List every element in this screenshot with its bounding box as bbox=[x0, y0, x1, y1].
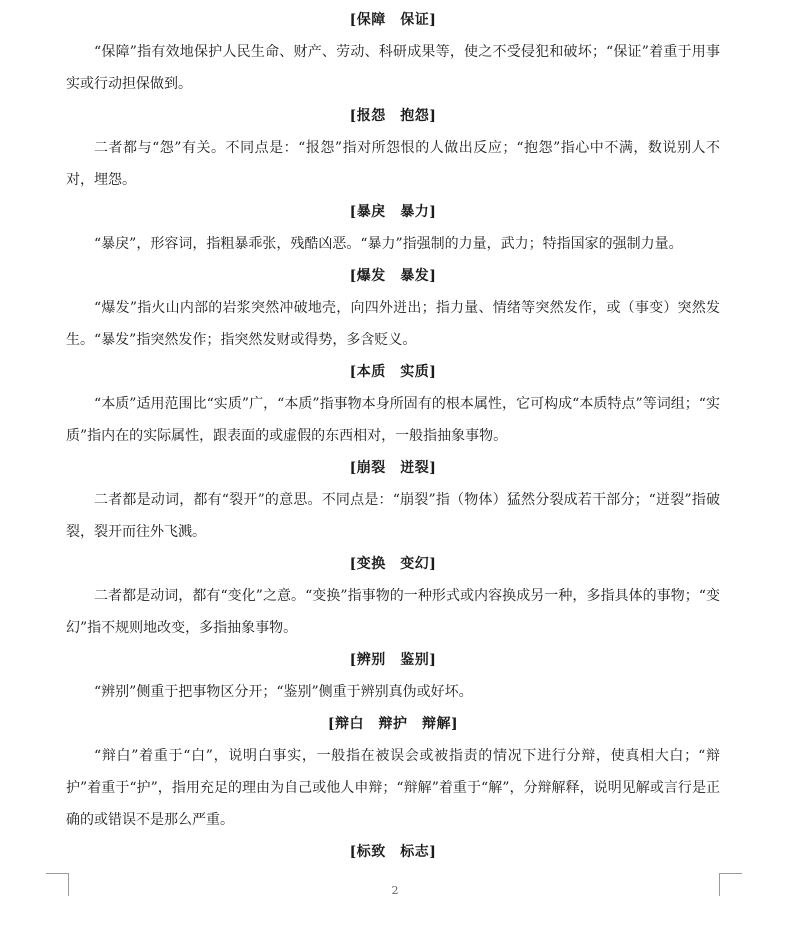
entry-body: 二者都是动词，都有“变化”之意。“变换”指事物的一种形式或内容换成另一种，多指具体的事物；“变幻”指不规则地改变，多指抽象事物。 bbox=[66, 588, 720, 636]
entry-body: “本质”适用范围比“实质”广，“本质”指事物本身所固有的根本属性，它可构成“本质特点”等词组；“实质”指内在的实际属性，跟表面的或虚假的东西相对，一般指抽象事物。 bbox=[66, 396, 720, 444]
entry-body: “爆发”指火山内部的岩浆突然冲破地壳，向四外迸出；指力量、情绪等突然发作，或（事变）突然发生。“暴发”指突然发作；指突然发财或得势，多含贬义。 bbox=[66, 300, 720, 348]
entry-title: [变换 变幻] bbox=[349, 556, 437, 572]
entry-title: [本质 实质] bbox=[349, 364, 437, 380]
entry-benzhi-shizhi bbox=[66, 356, 720, 452]
entry-body: “辨别”侧重于把事物区分开；“鉴别”侧重于辨别真伪或好坏。 bbox=[94, 684, 473, 700]
entry-title: [崩裂 迸裂] bbox=[349, 460, 437, 476]
entry-title: [辩白 辩护 辩解] bbox=[327, 716, 459, 732]
entry-bianbie-jianbie bbox=[66, 644, 720, 708]
entry-body: “辩白”着重于“白”，说明白事实，一般指在被误会或被指责的情况下进行分辩，使真相大白；“辩护”着重于“护”，指用充足的理由为自己或他人申辩；“辩解”着重于“解”，分辩解释，说明见解或言行是正确的或错误不是那么严重。 bbox=[66, 748, 720, 828]
entry-body: 二者都是动词，都有“裂开”的意思。不同点是：“崩裂”指（物体）猛然分裂成若干部分；“迸裂”指破裂，裂开而往外飞溅。 bbox=[66, 492, 720, 540]
entry-body: “保障”指有效地保护人民生命、财产、劳动、科研成果等，使之不受侵犯和破坏；“保证”着重于用事实或行动担保做到。 bbox=[66, 44, 720, 92]
entry-baozhang-baozheng bbox=[66, 4, 720, 100]
entry-biaozhi-biaozhi bbox=[66, 836, 720, 868]
entry-body: “暴戾”，形容词，指粗暴乖张，残酷凶恶。“暴力”指强制的力量，武力；特指国家的强制力量。 bbox=[94, 236, 683, 252]
entry-title: [爆发 暴发] bbox=[349, 268, 437, 284]
entry-title: [报怨 抱怨] bbox=[349, 108, 437, 124]
entry-bianhuan-bianhuan bbox=[66, 548, 720, 644]
entry-benglie-benglie bbox=[66, 452, 720, 548]
entry-title: [标致 标志] bbox=[349, 844, 437, 860]
entry-baoli-baoli bbox=[66, 196, 720, 260]
page-number: 2 bbox=[391, 884, 399, 897]
entry-bianbai-bianhu-bianjie bbox=[66, 708, 720, 836]
entry-title: [保障 保证] bbox=[349, 12, 437, 28]
entry-title: [辨别 鉴别] bbox=[349, 652, 437, 668]
entry-body: 二者都与“怨”有关。不同点是：“报怨”指对所怨恨的人做出反应；“抱怨”指心中不满，数说别人不对，埋怨。 bbox=[66, 140, 720, 188]
entry-baoyuan-baoyuan bbox=[66, 100, 720, 196]
entry-baofa-baofa bbox=[66, 260, 720, 356]
page-content bbox=[66, 4, 720, 868]
entry-title: [暴戾 暴力] bbox=[349, 204, 437, 220]
